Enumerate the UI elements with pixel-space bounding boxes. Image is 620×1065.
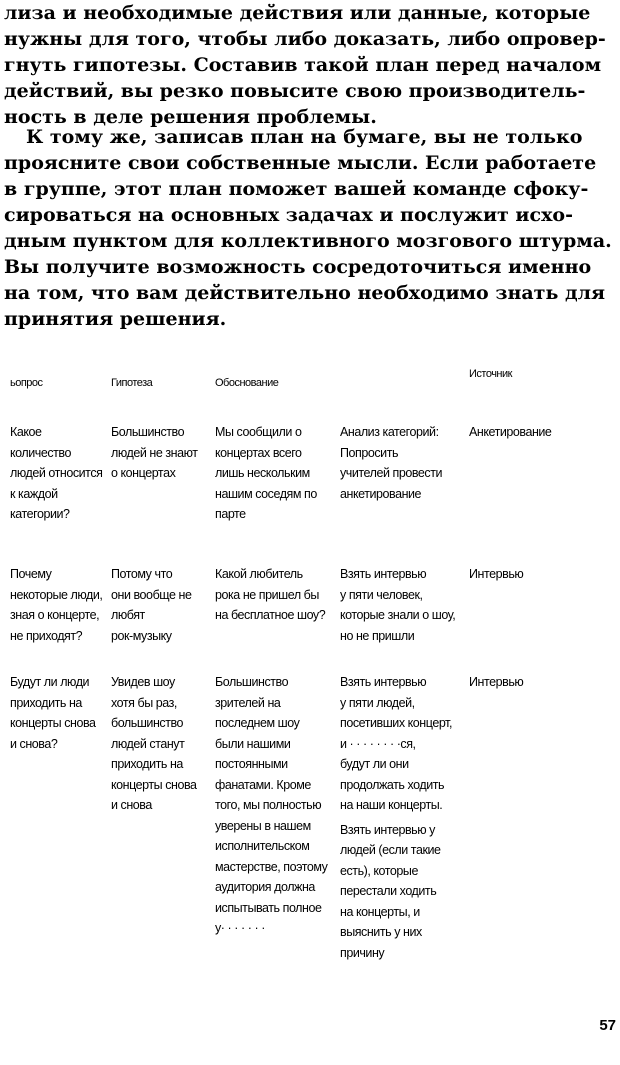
cell-line: парте: [215, 507, 246, 521]
text-line: гнуть гипотезы. Составив такой план перед началом: [4, 54, 602, 76]
cell-line: были нашими: [215, 736, 291, 751]
cell-line: учителей провести: [340, 466, 442, 480]
row1-question: [10, 422, 102, 525]
cell-line: того, мы полностью: [215, 798, 322, 812]
text-line: К тому же, записав план на бумаге, вы не только: [26, 126, 583, 148]
row2-source: [469, 564, 523, 585]
cell-line: нашим соседям по: [215, 486, 317, 501]
cell-line: большинство: [111, 716, 184, 730]
cell-line: к каждой: [10, 486, 58, 501]
cell-line: зная о концерте,: [10, 608, 100, 622]
paragraph-2: [4, 124, 612, 332]
cell-line: аудитория должна: [215, 880, 315, 894]
cell-line: людей (если такие: [340, 843, 441, 857]
row3-source: [469, 672, 523, 693]
text-line: нужны для того, чтобы либо доказать, либо опровер-: [4, 28, 606, 50]
cell-line: и снова: [111, 798, 152, 812]
cell-line: продолжать ходить: [340, 777, 445, 792]
cell-line: любят: [111, 608, 145, 622]
row2-analysis: [340, 564, 455, 646]
row3-analysis: [340, 672, 452, 963]
cell-line: хотя бы раз,: [111, 695, 177, 710]
text-line: действий, вы резко повысите свою производитель-: [4, 80, 586, 102]
cell-line: людей станут: [111, 736, 185, 751]
text-line: проясните свои собственные мысли. Если работаете: [4, 152, 597, 174]
paragraph-1: [4, 0, 606, 130]
row2-question: [10, 564, 102, 646]
cell-line: посетивших концерт,: [340, 716, 452, 730]
cell-line: Попросить: [340, 445, 399, 460]
cell-line: количество: [10, 445, 71, 460]
row3-rationale: [215, 672, 327, 939]
row2-hypothesis: [111, 564, 191, 646]
cell-line: концертах всего: [215, 445, 302, 460]
cell-line: уверены в нашем: [215, 818, 311, 833]
cell-line: Какое: [10, 425, 42, 439]
row1-source: [469, 422, 551, 443]
cell-line: не приходят?: [10, 628, 83, 643]
cell-line: людей относится: [10, 466, 103, 480]
row1-hypothesis: [111, 422, 198, 484]
cell-line: они вообще не: [111, 587, 192, 602]
text-line: лиза и необходимые действия или данные, которые: [4, 2, 591, 24]
cell-line: приходить на: [111, 757, 183, 771]
cell-line: Взять интервью у: [340, 822, 435, 837]
cell-line: Анализ категорий:: [340, 425, 439, 439]
cell-line: категории?: [10, 507, 70, 521]
row3-question: [10, 672, 96, 754]
cell-line: будут ли они: [340, 757, 409, 771]
header-source: Источник: [469, 368, 512, 380]
header-hypothesis: Гипотеза: [111, 377, 153, 389]
cell-line: рока не пришел бы: [215, 587, 319, 602]
page-number: 57: [599, 1017, 616, 1034]
text-line: сироваться на основных задачах и послужит исхо-: [4, 204, 573, 226]
cell-line: о концертах: [111, 466, 176, 480]
cell-line: лишь нескольким: [215, 466, 310, 480]
cell-line: но не пришли: [340, 628, 415, 643]
cell-line: Интервью: [469, 567, 524, 581]
text-line: Вы получите возможность сосредоточиться именно: [4, 256, 592, 278]
text-line: в группе, этот план поможет вашей команде сфоку-: [4, 178, 589, 200]
cell-line: анкетирование: [340, 486, 422, 501]
row1-rationale: [215, 422, 317, 525]
row1-analysis: [340, 422, 442, 504]
cell-line: исполнительском: [215, 839, 310, 853]
cell-line: на наши концерты.: [340, 798, 443, 812]
text-line: принятия решения.: [4, 308, 227, 330]
cell-line: постоянными: [215, 757, 288, 771]
cell-line: Увидев шоу: [111, 675, 175, 689]
cell-line: и · · · · · · · ·ся,: [340, 736, 416, 751]
cell-line: некоторые люди,: [10, 587, 103, 602]
cell-line: мастерстве, поэтому: [215, 859, 328, 874]
cell-line: приходить на: [10, 695, 82, 710]
cell-line: на бесплатное шоу?: [215, 608, 326, 622]
row2-rationale: [215, 564, 325, 626]
cell-line: Какой любитель: [215, 567, 303, 581]
cell-line: концерты снова: [10, 716, 96, 730]
cell-line: Почему: [10, 567, 52, 581]
cell-line: последнем шоу: [215, 716, 300, 730]
header-rationale: Обоснование: [215, 377, 279, 389]
cell-line: которые знали о шоу,: [340, 608, 456, 622]
cell-line: Взять интервью: [340, 567, 427, 581]
cell-line: людей не знают: [111, 445, 198, 460]
row3-hypothesis: [111, 672, 197, 816]
cell-line: у· · · · · · ·: [215, 921, 265, 935]
cell-line: концерты снова: [111, 777, 197, 792]
cell-line: есть), которые: [340, 863, 418, 878]
cell-line: Интервью: [469, 675, 524, 689]
cell-line: Большинство: [215, 675, 289, 689]
cell-line: испытывать полное: [215, 900, 322, 915]
cell-line: Взять интервью: [340, 675, 427, 689]
cell-line: у пяти человек,: [340, 587, 423, 602]
cell-line: перестали ходить: [340, 884, 437, 898]
text-line: на том, что вам действительно необходимо знать для: [4, 282, 606, 304]
cell-line: зрителей на: [215, 695, 281, 710]
cell-line: Потому что: [111, 567, 173, 581]
cell-line: на концерты, и: [340, 904, 420, 919]
cell-line: причину: [340, 945, 385, 960]
cell-line: Мы сообщили о: [215, 425, 302, 439]
text-line: ность в деле решения проблемы.: [4, 106, 377, 128]
cell-line: и снова?: [10, 736, 58, 751]
cell-line: Большинство: [111, 425, 185, 439]
header-question: ьопрос: [10, 377, 43, 389]
text-line: дным пунктом для коллективного мозгового штурма.: [4, 230, 612, 252]
cell-line: Анкетирование: [469, 425, 552, 439]
cell-line: у пяти людей,: [340, 695, 415, 710]
cell-line: выяснить у них: [340, 925, 422, 939]
cell-line: фанатами. Кроме: [215, 777, 311, 792]
cell-line: Будут ли люди: [10, 675, 90, 689]
cell-line: рок-музыку: [111, 628, 172, 643]
